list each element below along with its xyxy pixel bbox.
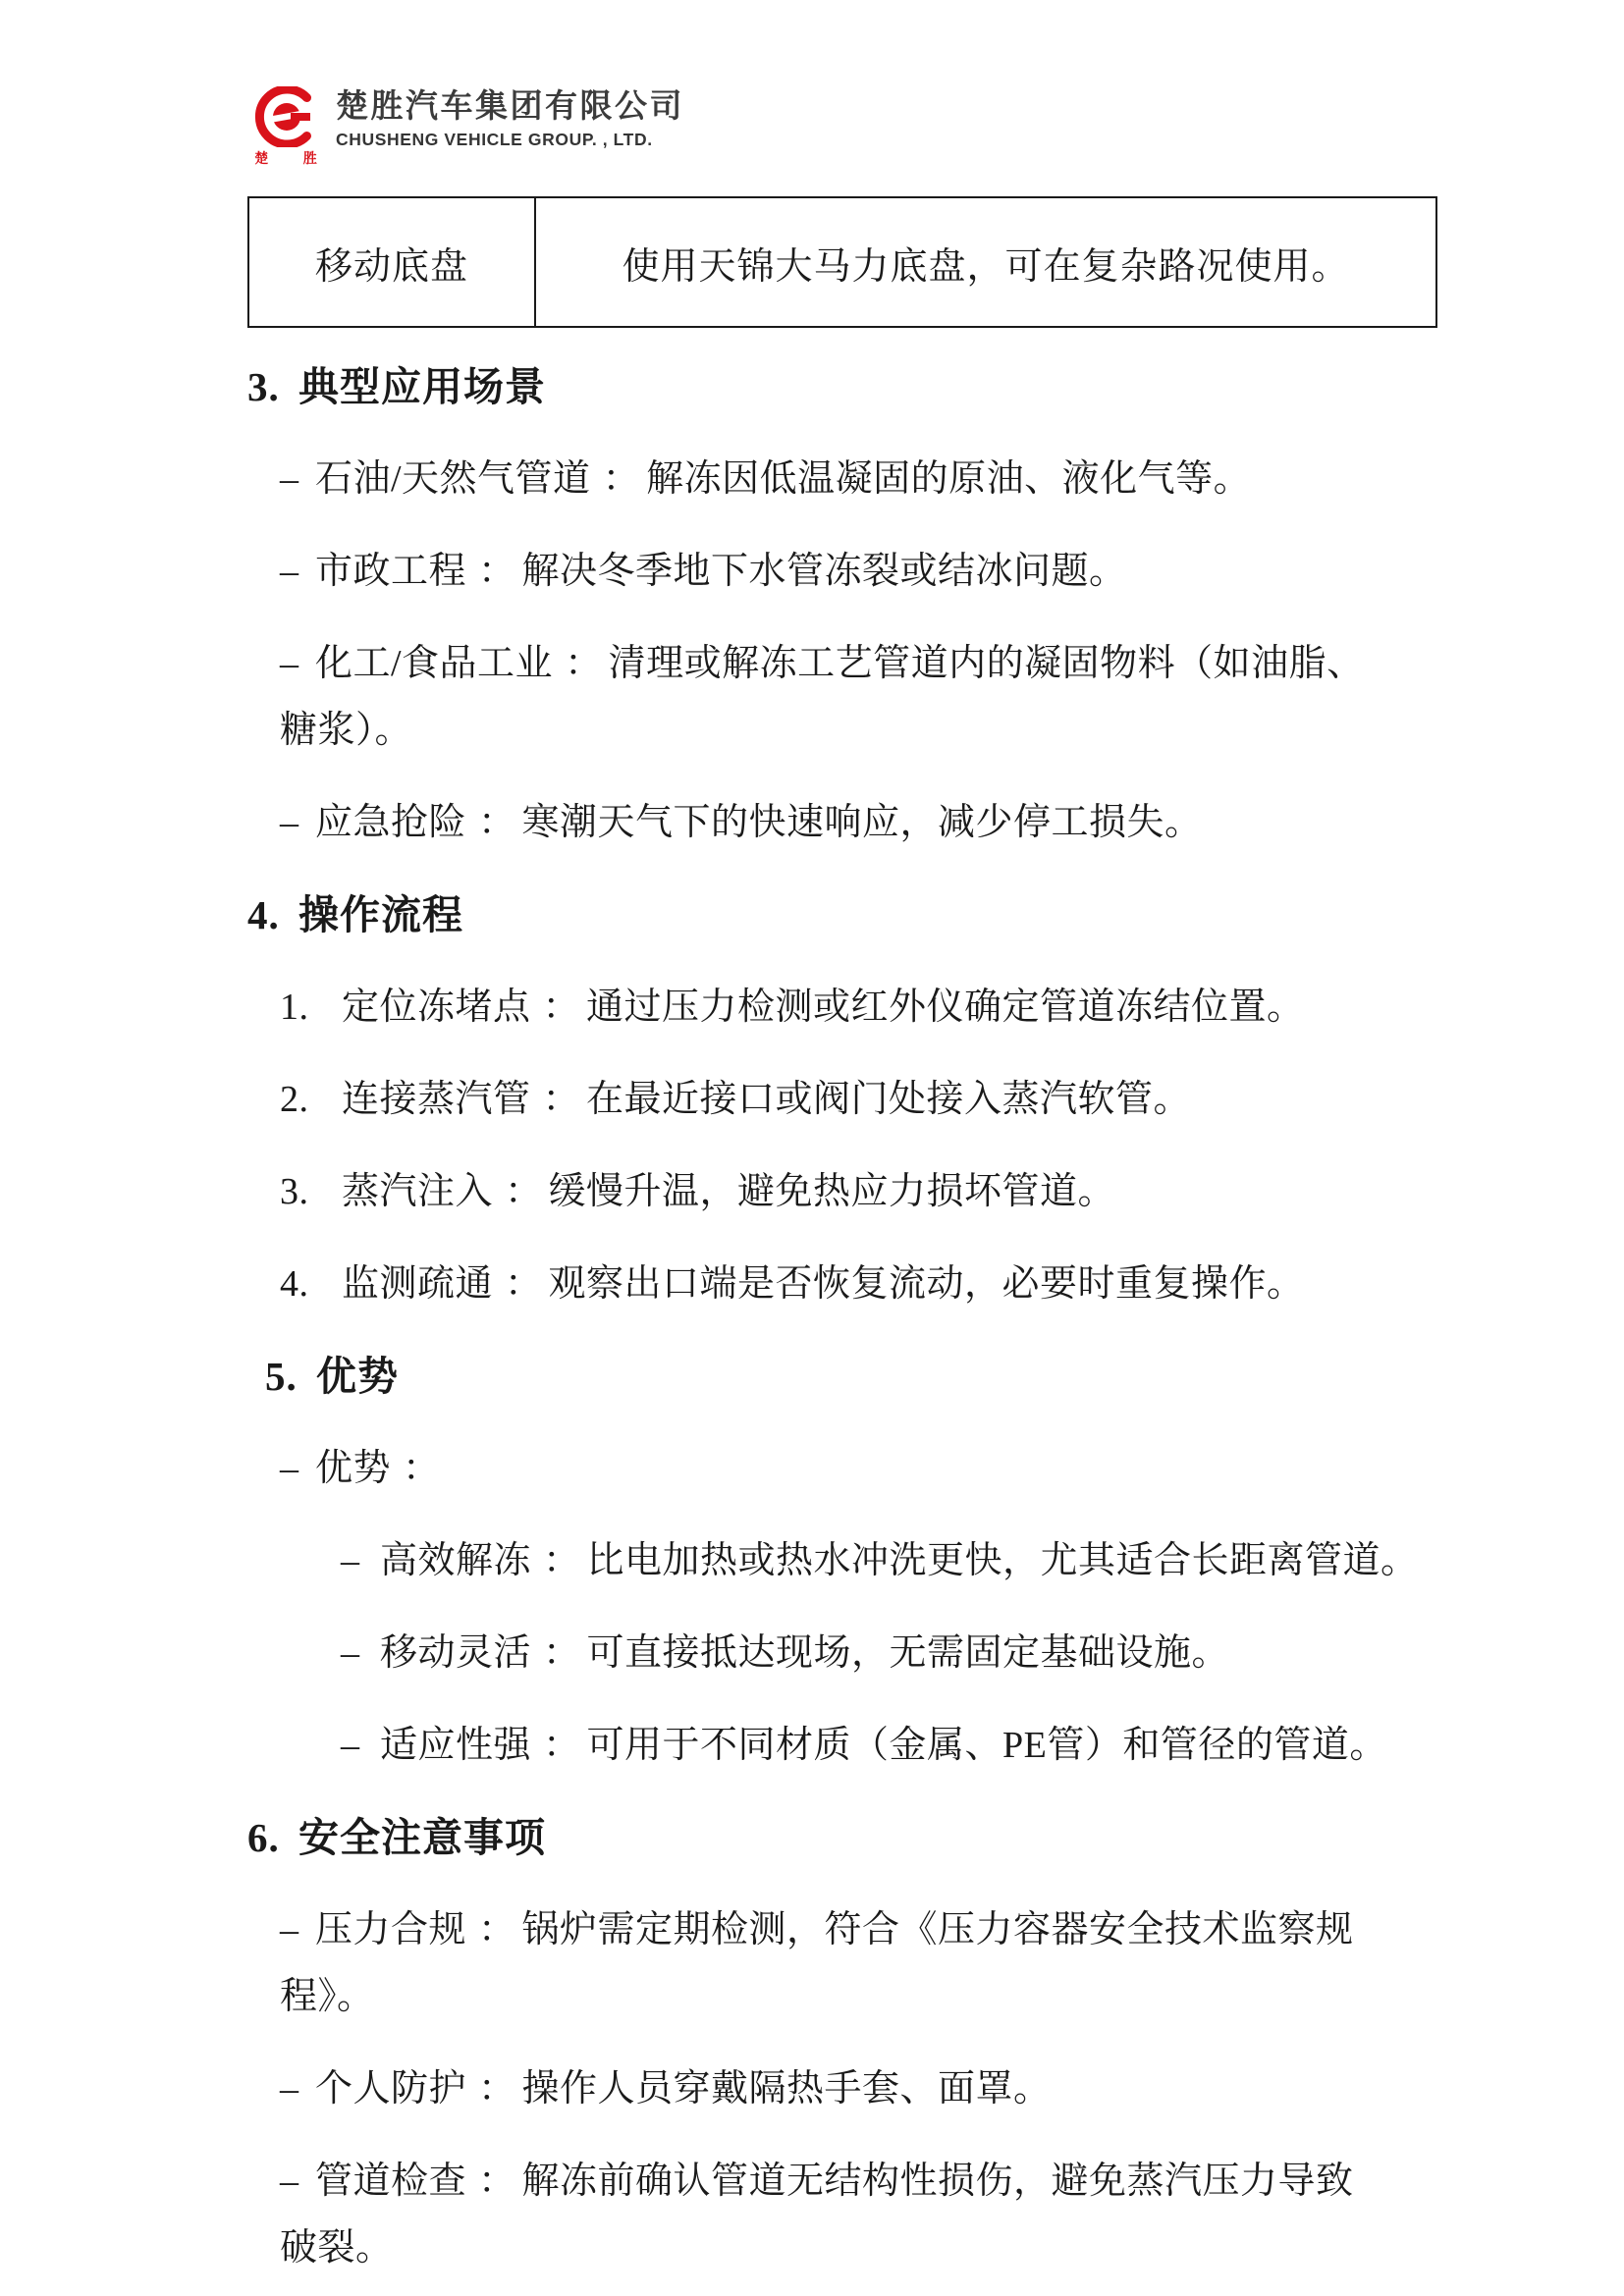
item-term: 石油/天然气管道 (315, 458, 591, 500)
bullet-marker: – (280, 2068, 299, 2109)
item-separator: ： (565, 643, 603, 684)
item-term: 蒸汽注入 (342, 1171, 494, 1212)
item-term: 个人防护 (315, 2068, 467, 2109)
item-text: 缓慢升温，避免热应力损坏管道。 (548, 1171, 1116, 1212)
item-separator: ： (542, 1079, 581, 1120)
spec-table-value-cell: 使用天锦大马力底盘，可在复杂路况使用。 (535, 197, 1436, 327)
item-text: 观察出口端是否恢复流动，必要时重复操作。 (548, 1263, 1305, 1305)
bullet-marker: – (280, 643, 299, 684)
nested-list-item (247, 1620, 1437, 1686)
item-separator: ： (478, 551, 516, 592)
item-term: 定位冻堵点 (342, 987, 531, 1028)
item-term: 连接蒸汽管 (342, 1079, 531, 1120)
item-text: 解冻前确认管道无结构性损伤，避免蒸汽压力导致 (521, 2161, 1354, 2202)
item-text: 清理或解冻工艺管道内的凝固物料（如油脂、 (608, 643, 1365, 684)
item-term: 市政工程 (315, 551, 467, 592)
item-term: 压力合规 (315, 1909, 467, 1950)
bullet-marker: – (280, 458, 299, 500)
list-item (247, 538, 1437, 605)
item-text-continuation: 程》。 (280, 1976, 375, 2017)
item-separator: ： (478, 802, 516, 843)
item-separator: ： (403, 1448, 441, 1489)
spec-table-label-cell: 移动底盘 (248, 197, 535, 327)
item-term: 移动灵活 (380, 1632, 532, 1674)
list-item (247, 630, 1437, 764)
nested-list-item (247, 1527, 1437, 1594)
bullet-marker: – (341, 1725, 360, 1766)
item-text: 通过压力检测或红外仪确定管道冻结位置。 (586, 987, 1305, 1028)
bullet-marker: – (280, 802, 299, 843)
item-text: 可直接抵达现场，无需固定基础设施。 (586, 1632, 1230, 1674)
document-body (247, 0, 1437, 2281)
numbered-item (247, 1066, 1437, 1133)
numbered-item (247, 1251, 1437, 1317)
section-heading-advantages (265, 1343, 1437, 1410)
item-text: 比电加热或热水冲洗更快，尤其适合长距离管道。 (586, 1540, 1419, 1581)
item-term: 监测疏通 (342, 1263, 494, 1305)
item-term: 适应性强 (380, 1725, 532, 1766)
item-text: 在最近接口或阀门处接入蒸汽软管。 (586, 1079, 1192, 1120)
spec-table (247, 196, 1437, 328)
number-marker: 3. (280, 1171, 309, 1212)
company-name-en: CHUSHENG VEHICLE GROUP. , LTD. (336, 130, 653, 149)
item-text: 寒潮天气下的快速响应，减少停工损失。 (521, 802, 1203, 843)
heading-title: 操作流程 (298, 892, 463, 937)
bullet-marker: – (280, 1909, 299, 1950)
section-heading-procedure (247, 881, 1437, 948)
heading-number: 5. (265, 1354, 298, 1399)
bullet-marker: – (280, 1448, 299, 1489)
item-separator: ： (478, 2161, 516, 2202)
table-row (248, 197, 1436, 327)
list-item (247, 2148, 1437, 2281)
item-text: 可用于不同材质（金属、PE管）和管径的管道。 (586, 1725, 1387, 1766)
item-term: 化工/食品工业 (315, 643, 554, 684)
item-term: 高效解冻 (380, 1540, 532, 1581)
item-text-continuation: 破裂。 (280, 2227, 394, 2269)
item-separator: ： (543, 1540, 581, 1581)
heading-number: 4. (247, 892, 280, 937)
bullet-marker: – (341, 1540, 360, 1581)
item-separator: ： (478, 1909, 516, 1950)
item-separator: ： (505, 1263, 543, 1305)
number-marker: 1. (280, 987, 309, 1028)
number-marker: 2. (280, 1079, 309, 1120)
item-text: 解决冬季地下水管冻裂或结冰问题。 (521, 551, 1127, 592)
list-item (247, 446, 1437, 512)
list-item (247, 1435, 1437, 1502)
list-item (247, 789, 1437, 856)
item-text-continuation: 糖浆）。 (280, 710, 413, 751)
list-item (247, 2056, 1437, 2122)
item-text: 锅炉需定期检测，符合《压力容器安全技术监察规 (521, 1909, 1354, 1950)
logo-small-characters: 楚 胜 (254, 152, 333, 167)
item-separator: ： (542, 987, 581, 1028)
bullet-marker: – (280, 551, 299, 592)
heading-number: 3. (247, 364, 280, 409)
item-separator: ： (543, 1725, 581, 1766)
numbered-item (247, 974, 1437, 1041)
item-separator: ： (543, 1632, 581, 1674)
item-separator: ： (602, 458, 641, 500)
item-separator: ： (478, 2068, 516, 2109)
item-text: 操作人员穿戴隔热手套、面罩。 (521, 2068, 1052, 2109)
nested-list-item (247, 1712, 1437, 1779)
list-item (247, 1896, 1437, 2030)
heading-title: 典型应用场景 (298, 364, 546, 409)
item-term: 应急抢险 (315, 802, 467, 843)
number-marker: 4. (280, 1263, 309, 1305)
bullet-marker: – (280, 2161, 299, 2202)
section-heading-safety (247, 1804, 1437, 1871)
company-name-zh: 楚胜汽车集团有限公司 (336, 87, 684, 124)
bullet-marker: – (341, 1632, 360, 1674)
numbered-item (247, 1158, 1437, 1225)
item-term: 优势 (315, 1448, 392, 1489)
heading-title: 优势 (316, 1354, 399, 1399)
section-heading-applications (247, 353, 1437, 420)
heading-title: 安全注意事项 (298, 1815, 546, 1860)
heading-number: 6. (247, 1815, 280, 1860)
item-separator: ： (505, 1171, 543, 1212)
item-term: 管道检查 (315, 2161, 467, 2202)
item-text: 解冻因低温凝固的原油、液化气等。 (646, 458, 1252, 500)
